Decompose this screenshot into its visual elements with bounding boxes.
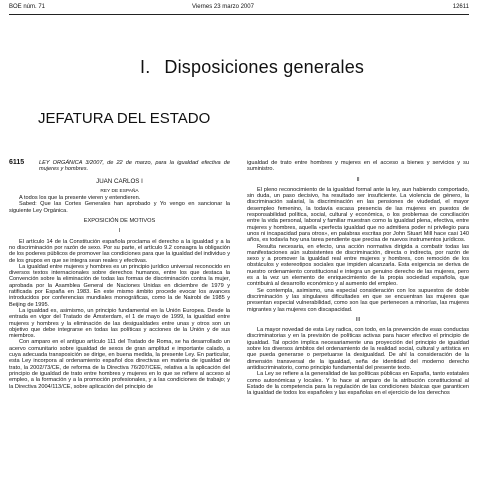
page-header (9, 4, 469, 14)
law-number: 6115 (9, 159, 25, 166)
section-title: Disposiciones generales (164, 57, 365, 77)
body-paragraph: La igualdad es, asimismo, un principio fundamental en la Unión Europea. Desde la entrada en vigor del Tratado de Ámsterdam, el 1 de mayo de 1999, la igualdad entre mujeres y hombres y la eliminación de las desigualdades entre unas y otros son un objetivo que debe integrarse en todas las políticas y acciones de la Unión y de sus miembros. (9, 307, 230, 340)
department-title: JEFATURA DEL ESTADO (38, 110, 211, 127)
section-heading (140, 57, 364, 78)
law-entry (9, 160, 230, 173)
body-paragraph: La igualdad entre mujeres y hombres es un principio jurídico universal reconocido en diversos textos internacionales sobre derechos humanos, entre los que destaca la Convención sobre la eliminación de todas las formas de discriminación contra la mujer, aprobada por la Asamblea General de Naciones Unidas en diciembre de 1979 y ratificada por España en 1983. En este mismo ámbito procede evocar los avances introducidos por conferencias mundiales monográficas, como la de Nairobi de 1985 y Beijing de 1995. (9, 263, 230, 308)
header-page-number: 12611 (452, 4, 469, 10)
king-name: JUAN CARLOS I (96, 177, 143, 185)
header-date: Viernes 23 marzo 2007 (192, 4, 254, 10)
section-number: I. (140, 57, 151, 77)
roman-numeral: I (118, 228, 121, 235)
body-paragraph: Resulta necesaria, en efecto, una acción normativa dirigida a combatir todas las manifestaciones aún subsistentes de discriminación, directa o indirecta, por razón de sexo y a promover la igualdad real entre mujeres y hombres, con remoción de los obstáculos y estereotipos sociales que impiden alcanzarla. Esta exigencia se deriva de nuestro ordenamiento constitucional e integra un genuino derecho de las mujeres, pero es a la vez un elemento de enriquecimiento de la propia sociedad española, que contribuirá al desarrollo económico y al aumento del empleo. (247, 243, 469, 288)
intro-paragraph: Sabed: Que las Cortes Generales han aprobado y Yo vengo en sancionar la siguiente Ley Orgánica. (9, 201, 230, 214)
left-column (9, 160, 230, 390)
roman-numeral: II (356, 176, 360, 183)
body-paragraph: Se contempla, asimismo, una especial consideración con los supuestos de doble discriminación y las singulares dificultades en que se encuentran las mujeres que presentan especial vulnerabilidad, como son las que pertenecen a minorías, las mujeres migrantes y las mujeres con discapacidad. (247, 287, 469, 313)
body-paragraph: igualdad de trato entre hombres y mujeres en el acceso a bienes y servicios y su suministro. (247, 160, 469, 173)
header-journal: BOE núm. 71 (9, 4, 46, 10)
law-title: LEY ORGÁNICA 3/2007, de 22 de marzo, para la igualdad efectiva de mujeres y hombres. (39, 160, 230, 173)
body-paragraph: La Ley se refiere a la generalidad de las políticas públicas en España, tanto estatales como autonómicas y locales. Y lo hace al amparo de la atribución constitucional al Estado de la competencia para la regulación de las condiciones básicas que garanticen la igualdad de todos los españoles y las españolas en el ejercicio de los derechos (247, 371, 469, 397)
roman-numeral: III (355, 316, 361, 323)
body-paragraph: La mayor novedad de esta Ley radica, con todo, en la prevención de esas conductas discriminatorias y en la previsión de políticas activas para hacer efectivo el principio de igualdad. Tal opción implica necesariamente una proyección del principio de igualdad sobre los diversos ámbitos del ordenamiento de la realidad social, cultural y artística en que pueda generarse o perpetuarse la desigualdad. De ahí la consideración de la dimensión transversal de la igualdad, seña de identidad del moderno derecho antidiscriminatorio, como principio fundamental del presente texto. (247, 327, 469, 371)
body-paragraph: El pleno reconocimiento de la igualdad formal ante la ley, aun habiendo comportado, sin duda, un paso decisivo, ha resultado ser insuficiente. La violencia de género, la discriminación salarial, la discriminación en las pensiones de viudedad, el mayor desempleo femenino, la todavía escasa presencia de las mujeres en puestos de responsabilidad política, social, cultural y económica, o los problemas de conciliación entre la vida personal, laboral y familiar muestran como la igualdad plena, efectiva, entre mujeres y hombres, aquella «perfecta igualdad que no admitiera poder ni privilegio para unos ni incapacidad para otros», en palabras escritas por John Stuart Mill hace casi 140 años, es todavía hoy una tarea pendiente que precisa de nuevos instrumentos jurídicos. (247, 186, 469, 244)
body-paragraph: Con amparo en el antiguo artículo 111 del Tratado de Roma, se ha desarrollado un acervo comunitario sobre igualdad de sexos de gran amplitud e importante calado, a cuya adecuada transposición se dirige, en buena medida, la presente Ley. En particular, esta Ley incorpora al ordenamiento español dos directivas en materia de igualdad de trato, la 2002/73/CE, de reforma de la Directiva 76/207/CEE, relativa a la aplicación del principio de igualdad de trato entre hombres y mujeres en lo que se refiere al acceso al empleo, a la formación y a la promoción profesionales, y a las condiciones de trabajo; y la Directiva 2004/113/CE, sobre aplicación del principio de (9, 339, 230, 390)
right-column (247, 160, 469, 396)
intro-paragraph: A todos los que la presente vieren y entendieren. (19, 195, 141, 202)
king-title: REY DE ESPAÑA (100, 188, 139, 194)
header-rule (9, 14, 469, 15)
exposicion-heading: EXPOSICIÓN DE MOTIVOS (83, 218, 156, 225)
body-paragraph: El artículo 14 de la Constitución española proclama el derecho a la igualdad y a la no discriminación por razón de sexo. Por su parte, el artículo 9.2 consagra la obligación de los poderes públicos de promover las condiciones para que la igualdad del individuo y de los grupos en que se integra sean reales y efectivas. (9, 238, 230, 264)
